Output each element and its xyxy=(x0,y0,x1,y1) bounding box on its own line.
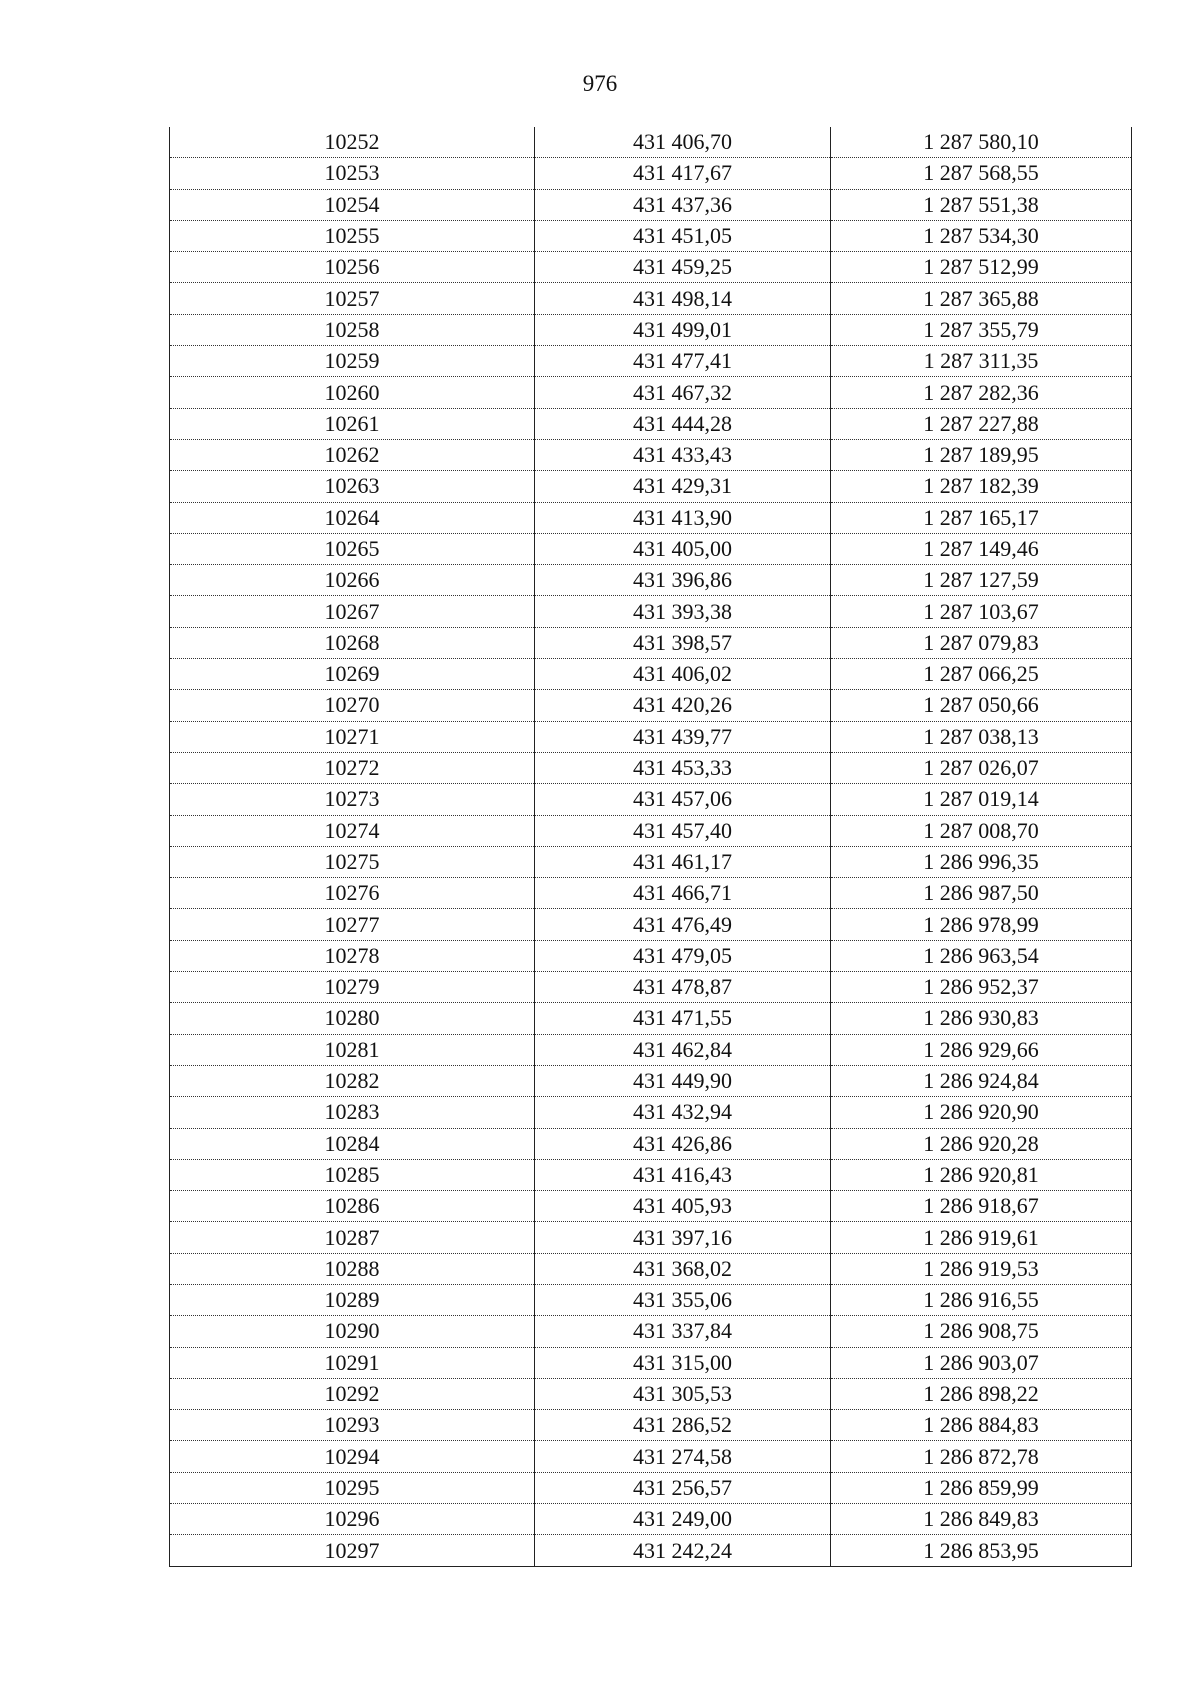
x-coordinate-cell: 431 457,06 xyxy=(535,784,831,815)
x-coordinate-cell: 431 315,00 xyxy=(535,1347,831,1378)
point-number-cell: 10279 xyxy=(170,972,535,1003)
y-coordinate-cell: 1 287 355,79 xyxy=(831,314,1132,345)
y-coordinate-cell: 1 287 580,10 xyxy=(831,127,1132,158)
table-row xyxy=(170,690,1132,721)
table-row xyxy=(170,158,1132,189)
point-number-cell: 10273 xyxy=(170,784,535,815)
table-row xyxy=(170,1441,1132,1472)
x-coordinate-cell: 431 453,33 xyxy=(535,752,831,783)
point-number-cell: 10288 xyxy=(170,1253,535,1284)
page-number: 976 xyxy=(582,71,618,96)
table-row xyxy=(170,189,1132,220)
y-coordinate-cell: 1 287 311,35 xyxy=(831,346,1132,377)
y-coordinate-cell: 1 286 996,35 xyxy=(831,846,1132,877)
table-row xyxy=(170,815,1132,846)
table-row xyxy=(170,283,1132,314)
y-coordinate-cell: 1 286 903,07 xyxy=(831,1347,1132,1378)
y-coordinate-cell: 1 287 008,70 xyxy=(831,815,1132,846)
point-number-cell: 10254 xyxy=(170,189,535,220)
x-coordinate-cell: 431 467,32 xyxy=(535,377,831,408)
table-row xyxy=(170,346,1132,377)
point-number-cell: 10260 xyxy=(170,377,535,408)
point-number-cell: 10286 xyxy=(170,1191,535,1222)
table-row xyxy=(170,1378,1132,1409)
point-number-cell: 10271 xyxy=(170,721,535,752)
y-coordinate-cell: 1 287 227,88 xyxy=(831,408,1132,439)
y-coordinate-cell: 1 287 149,46 xyxy=(831,533,1132,564)
x-coordinate-cell: 431 249,00 xyxy=(535,1504,831,1535)
x-coordinate-cell: 431 476,49 xyxy=(535,909,831,940)
table-row xyxy=(170,1097,1132,1128)
table-row xyxy=(170,721,1132,752)
x-coordinate-cell: 431 413,90 xyxy=(535,502,831,533)
point-number-cell: 10291 xyxy=(170,1347,535,1378)
x-coordinate-cell: 431 305,53 xyxy=(535,1378,831,1409)
x-coordinate-cell: 431 398,57 xyxy=(535,627,831,658)
point-number-cell: 10287 xyxy=(170,1222,535,1253)
point-number-cell: 10258 xyxy=(170,314,535,345)
point-number-cell: 10284 xyxy=(170,1128,535,1159)
y-coordinate-cell: 1 287 568,55 xyxy=(831,158,1132,189)
table-row xyxy=(170,1065,1132,1096)
x-coordinate-cell: 431 466,71 xyxy=(535,878,831,909)
x-coordinate-cell: 431 444,28 xyxy=(535,408,831,439)
point-number-cell: 10295 xyxy=(170,1472,535,1503)
table-row xyxy=(170,565,1132,596)
y-coordinate-cell: 1 286 853,95 xyxy=(831,1535,1132,1566)
point-number-cell: 10267 xyxy=(170,596,535,627)
y-coordinate-cell: 1 286 918,67 xyxy=(831,1191,1132,1222)
x-coordinate-cell: 431 396,86 xyxy=(535,565,831,596)
point-number-cell: 10276 xyxy=(170,878,535,909)
table-row xyxy=(170,972,1132,1003)
table-row xyxy=(170,1003,1132,1034)
point-number-cell: 10292 xyxy=(170,1378,535,1409)
point-number-cell: 10261 xyxy=(170,408,535,439)
x-coordinate-cell: 431 406,02 xyxy=(535,659,831,690)
table-row xyxy=(170,408,1132,439)
table-row xyxy=(170,659,1132,690)
table-row xyxy=(170,471,1132,502)
x-coordinate-cell: 431 286,52 xyxy=(535,1410,831,1441)
table-row xyxy=(170,1159,1132,1190)
x-coordinate-cell: 431 478,87 xyxy=(535,972,831,1003)
table-row xyxy=(170,909,1132,940)
table-row xyxy=(170,784,1132,815)
table-row xyxy=(170,533,1132,564)
point-number-cell: 10265 xyxy=(170,533,535,564)
x-coordinate-cell: 431 479,05 xyxy=(535,940,831,971)
point-number-cell: 10264 xyxy=(170,502,535,533)
y-coordinate-cell: 1 286 920,28 xyxy=(831,1128,1132,1159)
point-number-cell: 10266 xyxy=(170,565,535,596)
x-coordinate-cell: 431 368,02 xyxy=(535,1253,831,1284)
x-coordinate-cell: 431 355,06 xyxy=(535,1284,831,1315)
y-coordinate-cell: 1 287 182,39 xyxy=(831,471,1132,502)
y-coordinate-cell: 1 287 512,99 xyxy=(831,252,1132,283)
table-row xyxy=(170,502,1132,533)
table-row xyxy=(170,1128,1132,1159)
table-row xyxy=(170,439,1132,470)
y-coordinate-cell: 1 287 050,66 xyxy=(831,690,1132,721)
table-row xyxy=(170,1410,1132,1441)
x-coordinate-cell: 431 337,84 xyxy=(535,1316,831,1347)
y-coordinate-cell: 1 286 872,78 xyxy=(831,1441,1132,1472)
x-coordinate-cell: 431 498,14 xyxy=(535,283,831,314)
y-coordinate-cell: 1 286 963,54 xyxy=(831,940,1132,971)
point-number-cell: 10283 xyxy=(170,1097,535,1128)
x-coordinate-cell: 431 499,01 xyxy=(535,314,831,345)
point-number-cell: 10280 xyxy=(170,1003,535,1034)
point-number-cell: 10278 xyxy=(170,940,535,971)
y-coordinate-cell: 1 286 859,99 xyxy=(831,1472,1132,1503)
y-coordinate-cell: 1 287 127,59 xyxy=(831,565,1132,596)
y-coordinate-cell: 1 287 038,13 xyxy=(831,721,1132,752)
coordinates-table xyxy=(169,127,1132,1567)
table-row xyxy=(170,1472,1132,1503)
point-number-cell: 10281 xyxy=(170,1034,535,1065)
table-row xyxy=(170,846,1132,877)
x-coordinate-cell: 431 471,55 xyxy=(535,1003,831,1034)
table-row xyxy=(170,252,1132,283)
y-coordinate-cell: 1 286 920,81 xyxy=(831,1159,1132,1190)
table-row xyxy=(170,627,1132,658)
y-coordinate-cell: 1 286 884,83 xyxy=(831,1410,1132,1441)
x-coordinate-cell: 431 405,00 xyxy=(535,533,831,564)
x-coordinate-cell: 431 437,36 xyxy=(535,189,831,220)
x-coordinate-cell: 431 256,57 xyxy=(535,1472,831,1503)
y-coordinate-cell: 1 286 898,22 xyxy=(831,1378,1132,1409)
x-coordinate-cell: 431 416,43 xyxy=(535,1159,831,1190)
x-coordinate-cell: 431 405,93 xyxy=(535,1191,831,1222)
y-coordinate-cell: 1 287 066,25 xyxy=(831,659,1132,690)
point-number-cell: 10275 xyxy=(170,846,535,877)
y-coordinate-cell: 1 286 908,75 xyxy=(831,1316,1132,1347)
point-number-cell: 10296 xyxy=(170,1504,535,1535)
x-coordinate-cell: 431 449,90 xyxy=(535,1065,831,1096)
table-row xyxy=(170,878,1132,909)
x-coordinate-cell: 431 242,24 xyxy=(535,1535,831,1566)
point-number-cell: 10272 xyxy=(170,752,535,783)
point-number-cell: 10282 xyxy=(170,1065,535,1096)
point-number-cell: 10290 xyxy=(170,1316,535,1347)
x-coordinate-cell: 431 420,26 xyxy=(535,690,831,721)
point-number-cell: 10270 xyxy=(170,690,535,721)
x-coordinate-cell: 431 477,41 xyxy=(535,346,831,377)
table-row xyxy=(170,1253,1132,1284)
y-coordinate-cell: 1 286 952,37 xyxy=(831,972,1132,1003)
coordinates-table-body xyxy=(170,127,1132,1566)
x-coordinate-cell: 431 406,70 xyxy=(535,127,831,158)
point-number-cell: 10277 xyxy=(170,909,535,940)
y-coordinate-cell: 1 287 103,67 xyxy=(831,596,1132,627)
y-coordinate-cell: 1 287 019,14 xyxy=(831,784,1132,815)
point-number-cell: 10268 xyxy=(170,627,535,658)
point-number-cell: 10269 xyxy=(170,659,535,690)
point-number-cell: 10297 xyxy=(170,1535,535,1566)
point-number-cell: 10293 xyxy=(170,1410,535,1441)
y-coordinate-cell: 1 286 919,53 xyxy=(831,1253,1132,1284)
table-row xyxy=(170,1504,1132,1535)
table-row xyxy=(170,1535,1132,1566)
point-number-cell: 10285 xyxy=(170,1159,535,1190)
table-row xyxy=(170,752,1132,783)
x-coordinate-cell: 431 426,86 xyxy=(535,1128,831,1159)
table-row xyxy=(170,220,1132,251)
table-row xyxy=(170,1347,1132,1378)
table-row xyxy=(170,1222,1132,1253)
y-coordinate-cell: 1 286 849,83 xyxy=(831,1504,1132,1535)
point-number-cell: 10294 xyxy=(170,1441,535,1472)
y-coordinate-cell: 1 286 916,55 xyxy=(831,1284,1132,1315)
x-coordinate-cell: 431 462,84 xyxy=(535,1034,831,1065)
y-coordinate-cell: 1 286 987,50 xyxy=(831,878,1132,909)
y-coordinate-cell: 1 286 978,99 xyxy=(831,909,1132,940)
y-coordinate-cell: 1 287 534,30 xyxy=(831,220,1132,251)
y-coordinate-cell: 1 287 165,17 xyxy=(831,502,1132,533)
table-row xyxy=(170,1284,1132,1315)
point-number-cell: 10263 xyxy=(170,471,535,502)
y-coordinate-cell: 1 286 924,84 xyxy=(831,1065,1132,1096)
point-number-cell: 10262 xyxy=(170,439,535,470)
x-coordinate-cell: 431 439,77 xyxy=(535,721,831,752)
x-coordinate-cell: 431 457,40 xyxy=(535,815,831,846)
y-coordinate-cell: 1 287 282,36 xyxy=(831,377,1132,408)
table-row xyxy=(170,314,1132,345)
point-number-cell: 10255 xyxy=(170,220,535,251)
x-coordinate-cell: 431 417,67 xyxy=(535,158,831,189)
point-number-cell: 10289 xyxy=(170,1284,535,1315)
point-number-cell: 10253 xyxy=(170,158,535,189)
y-coordinate-cell: 1 286 919,61 xyxy=(831,1222,1132,1253)
table-row xyxy=(170,596,1132,627)
y-coordinate-cell: 1 287 365,88 xyxy=(831,283,1132,314)
table-row xyxy=(170,1316,1132,1347)
x-coordinate-cell: 431 274,58 xyxy=(535,1441,831,1472)
y-coordinate-cell: 1 286 920,90 xyxy=(831,1097,1132,1128)
table-row xyxy=(170,940,1132,971)
x-coordinate-cell: 431 451,05 xyxy=(535,220,831,251)
x-coordinate-cell: 431 432,94 xyxy=(535,1097,831,1128)
x-coordinate-cell: 431 461,17 xyxy=(535,846,831,877)
y-coordinate-cell: 1 287 189,95 xyxy=(831,439,1132,470)
y-coordinate-cell: 1 287 551,38 xyxy=(831,189,1132,220)
x-coordinate-cell: 431 397,16 xyxy=(535,1222,831,1253)
y-coordinate-cell: 1 286 930,83 xyxy=(831,1003,1132,1034)
x-coordinate-cell: 431 433,43 xyxy=(535,439,831,470)
y-coordinate-cell: 1 287 026,07 xyxy=(831,752,1132,783)
y-coordinate-cell: 1 286 929,66 xyxy=(831,1034,1132,1065)
table-row xyxy=(170,1191,1132,1222)
point-number-cell: 10274 xyxy=(170,815,535,846)
x-coordinate-cell: 431 393,38 xyxy=(535,596,831,627)
x-coordinate-cell: 431 459,25 xyxy=(535,252,831,283)
table-row xyxy=(170,377,1132,408)
point-number-cell: 10259 xyxy=(170,346,535,377)
point-number-cell: 10256 xyxy=(170,252,535,283)
point-number-cell: 10257 xyxy=(170,283,535,314)
y-coordinate-cell: 1 287 079,83 xyxy=(831,627,1132,658)
point-number-cell: 10252 xyxy=(170,127,535,158)
x-coordinate-cell: 431 429,31 xyxy=(535,471,831,502)
table-row xyxy=(170,1034,1132,1065)
table-row xyxy=(170,127,1132,158)
